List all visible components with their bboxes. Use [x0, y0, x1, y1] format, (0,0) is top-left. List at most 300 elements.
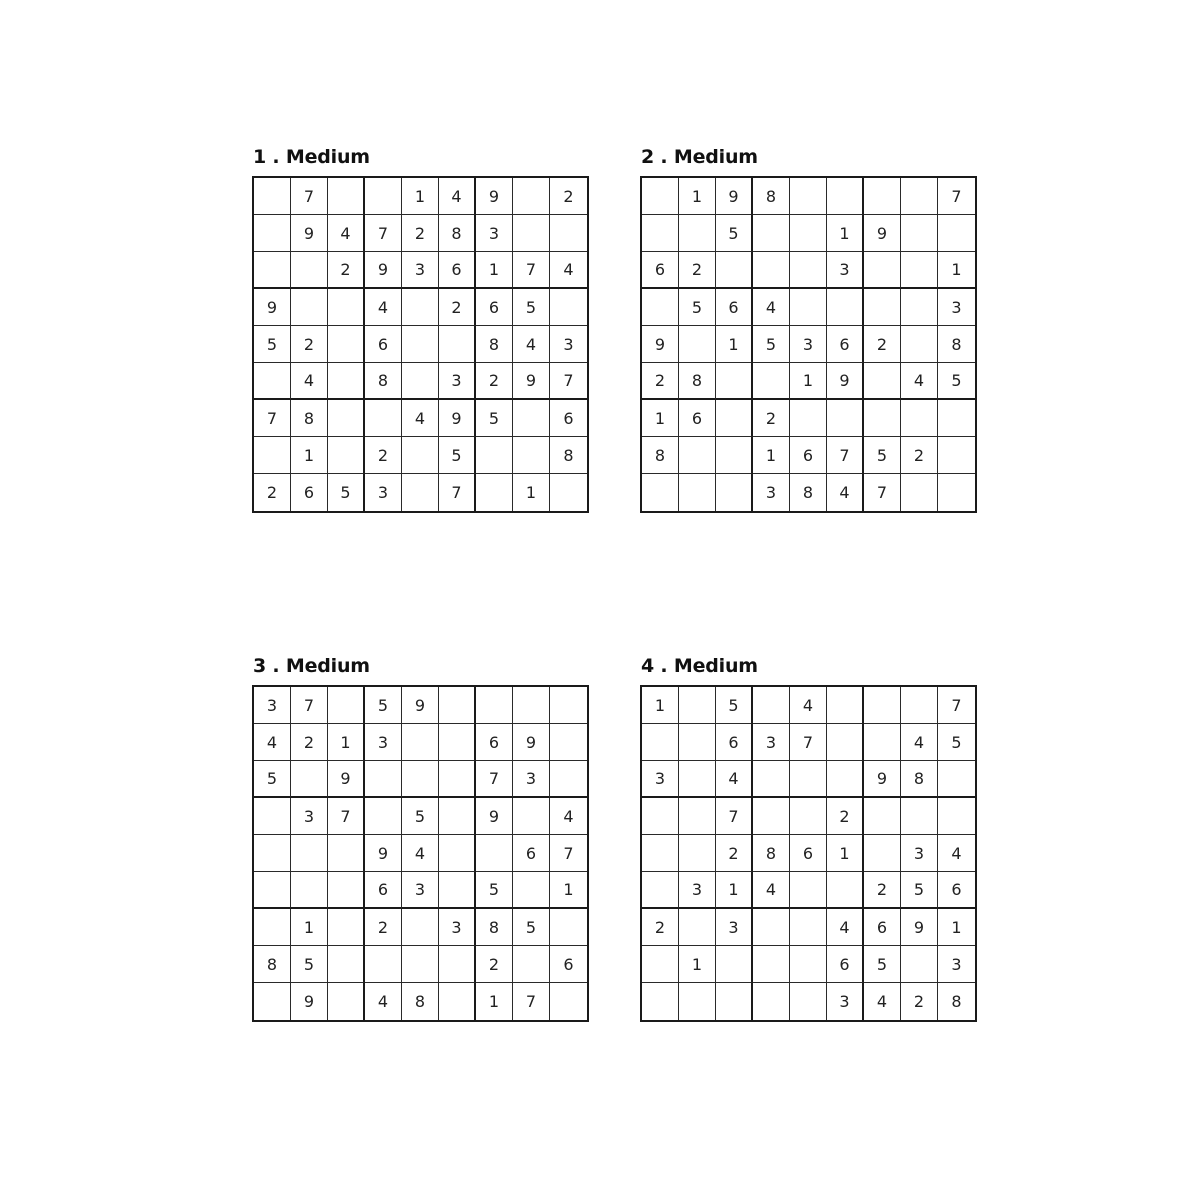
sudoku-cell[interactable]: 3 [679, 872, 716, 909]
sudoku-cell[interactable] [679, 724, 716, 761]
sudoku-cell[interactable]: 5 [716, 687, 753, 724]
sudoku-cell[interactable] [402, 474, 439, 511]
sudoku-cell[interactable] [328, 178, 365, 215]
sudoku-cell[interactable] [328, 872, 365, 909]
sudoku-cell[interactable] [291, 252, 328, 289]
sudoku-cell[interactable] [291, 761, 328, 798]
sudoku-cell[interactable]: 5 [901, 872, 938, 909]
sudoku-cell[interactable]: 7 [291, 178, 328, 215]
sudoku-cell[interactable] [402, 289, 439, 326]
sudoku-cell[interactable] [864, 687, 901, 724]
sudoku-cell[interactable] [827, 761, 864, 798]
sudoku-cell[interactable] [716, 400, 753, 437]
sudoku-cell[interactable] [864, 798, 901, 835]
sudoku-cell[interactable] [901, 178, 938, 215]
sudoku-cell[interactable]: 3 [642, 761, 679, 798]
sudoku-cell[interactable]: 3 [291, 798, 328, 835]
sudoku-cell[interactable]: 2 [642, 909, 679, 946]
sudoku-cell[interactable]: 9 [513, 363, 550, 400]
sudoku-cell[interactable] [642, 474, 679, 511]
sudoku-cell[interactable]: 9 [642, 326, 679, 363]
sudoku-cell[interactable]: 1 [679, 178, 716, 215]
sudoku-cell[interactable]: 1 [550, 872, 587, 909]
sudoku-cell[interactable] [901, 798, 938, 835]
sudoku-cell[interactable] [716, 946, 753, 983]
sudoku-cell[interactable] [679, 983, 716, 1020]
sudoku-cell[interactable] [790, 252, 827, 289]
sudoku-cell[interactable] [753, 761, 790, 798]
sudoku-cell[interactable] [679, 687, 716, 724]
sudoku-cell[interactable]: 1 [642, 400, 679, 437]
sudoku-cell[interactable]: 8 [753, 835, 790, 872]
sudoku-cell[interactable] [716, 437, 753, 474]
sudoku-cell[interactable]: 2 [365, 909, 402, 946]
sudoku-cell[interactable]: 3 [753, 724, 790, 761]
sudoku-cell[interactable] [291, 835, 328, 872]
sudoku-cell[interactable]: 5 [513, 909, 550, 946]
sudoku-cell[interactable] [642, 872, 679, 909]
sudoku-cell[interactable] [790, 178, 827, 215]
sudoku-cell[interactable]: 7 [439, 474, 476, 511]
sudoku-cell[interactable] [938, 761, 975, 798]
sudoku-cell[interactable] [790, 761, 827, 798]
sudoku-cell[interactable] [365, 946, 402, 983]
sudoku-cell[interactable] [402, 724, 439, 761]
sudoku-cell[interactable] [642, 215, 679, 252]
sudoku-cell[interactable]: 8 [550, 437, 587, 474]
sudoku-cell[interactable]: 4 [550, 798, 587, 835]
sudoku-cell[interactable] [901, 326, 938, 363]
sudoku-cell[interactable]: 5 [938, 363, 975, 400]
sudoku-cell[interactable] [938, 798, 975, 835]
sudoku-cell[interactable]: 4 [328, 215, 365, 252]
sudoku-cell[interactable]: 8 [679, 363, 716, 400]
sudoku-cell[interactable]: 4 [864, 983, 901, 1020]
sudoku-cell[interactable] [550, 983, 587, 1020]
sudoku-cell[interactable]: 1 [827, 215, 864, 252]
sudoku-cell[interactable] [679, 437, 716, 474]
sudoku-cell[interactable]: 5 [439, 437, 476, 474]
sudoku-cell[interactable] [790, 798, 827, 835]
sudoku-cell[interactable] [753, 983, 790, 1020]
sudoku-cell[interactable] [679, 909, 716, 946]
sudoku-cell[interactable]: 9 [827, 363, 864, 400]
sudoku-cell[interactable] [254, 437, 291, 474]
sudoku-cell[interactable] [753, 363, 790, 400]
sudoku-cell[interactable]: 9 [291, 215, 328, 252]
sudoku-cell[interactable]: 3 [476, 215, 513, 252]
sudoku-cell[interactable]: 4 [365, 983, 402, 1020]
sudoku-cell[interactable]: 5 [513, 289, 550, 326]
sudoku-cell[interactable]: 4 [402, 400, 439, 437]
sudoku-cell[interactable]: 2 [642, 363, 679, 400]
sudoku-cell[interactable]: 6 [938, 872, 975, 909]
sudoku-cell[interactable]: 9 [365, 835, 402, 872]
sudoku-cell[interactable]: 1 [938, 909, 975, 946]
sudoku-cell[interactable] [901, 687, 938, 724]
sudoku-cell[interactable] [716, 363, 753, 400]
sudoku-cell[interactable] [827, 872, 864, 909]
sudoku-cell[interactable] [476, 835, 513, 872]
sudoku-cell[interactable]: 4 [402, 835, 439, 872]
sudoku-cell[interactable]: 1 [476, 983, 513, 1020]
sudoku-cell[interactable]: 4 [901, 724, 938, 761]
sudoku-cell[interactable]: 7 [254, 400, 291, 437]
sudoku-cell[interactable]: 4 [513, 326, 550, 363]
sudoku-cell[interactable] [679, 474, 716, 511]
sudoku-cell[interactable] [328, 983, 365, 1020]
sudoku-cell[interactable] [716, 983, 753, 1020]
sudoku-cell[interactable]: 9 [864, 215, 901, 252]
sudoku-cell[interactable]: 2 [328, 252, 365, 289]
sudoku-cell[interactable]: 9 [864, 761, 901, 798]
sudoku-cell[interactable] [901, 252, 938, 289]
sudoku-cell[interactable] [550, 215, 587, 252]
sudoku-cell[interactable]: 3 [402, 252, 439, 289]
sudoku-cell[interactable] [328, 363, 365, 400]
sudoku-cell[interactable]: 3 [513, 761, 550, 798]
sudoku-cell[interactable]: 5 [476, 872, 513, 909]
sudoku-cell[interactable] [254, 363, 291, 400]
sudoku-cell[interactable]: 6 [291, 474, 328, 511]
sudoku-cell[interactable]: 6 [790, 835, 827, 872]
sudoku-cell[interactable]: 1 [476, 252, 513, 289]
sudoku-cell[interactable]: 8 [476, 326, 513, 363]
sudoku-cell[interactable]: 6 [550, 946, 587, 983]
sudoku-cell[interactable]: 2 [439, 289, 476, 326]
sudoku-cell[interactable]: 5 [864, 946, 901, 983]
sudoku-cell[interactable] [642, 289, 679, 326]
sudoku-cell[interactable] [679, 215, 716, 252]
sudoku-cell[interactable] [790, 872, 827, 909]
sudoku-cell[interactable]: 6 [476, 289, 513, 326]
sudoku-cell[interactable]: 6 [476, 724, 513, 761]
sudoku-cell[interactable] [513, 687, 550, 724]
sudoku-cell[interactable] [679, 835, 716, 872]
sudoku-cell[interactable]: 5 [716, 215, 753, 252]
sudoku-cell[interactable]: 7 [716, 798, 753, 835]
sudoku-cell[interactable]: 5 [476, 400, 513, 437]
sudoku-cell[interactable] [642, 178, 679, 215]
sudoku-cell[interactable]: 5 [328, 474, 365, 511]
sudoku-cell[interactable]: 2 [716, 835, 753, 872]
sudoku-cell[interactable]: 1 [513, 474, 550, 511]
sudoku-cell[interactable]: 9 [254, 289, 291, 326]
sudoku-cell[interactable] [827, 400, 864, 437]
sudoku-cell[interactable] [864, 724, 901, 761]
sudoku-cell[interactable]: 9 [476, 178, 513, 215]
sudoku-cell[interactable]: 2 [679, 252, 716, 289]
sudoku-cell[interactable] [790, 289, 827, 326]
sudoku-cell[interactable]: 7 [550, 363, 587, 400]
sudoku-cell[interactable] [254, 983, 291, 1020]
sudoku-cell[interactable] [679, 761, 716, 798]
sudoku-cell[interactable] [550, 724, 587, 761]
sudoku-cell[interactable]: 2 [864, 326, 901, 363]
sudoku-cell[interactable]: 3 [901, 835, 938, 872]
sudoku-cell[interactable]: 6 [864, 909, 901, 946]
sudoku-cell[interactable]: 4 [365, 289, 402, 326]
sudoku-cell[interactable] [328, 400, 365, 437]
sudoku-cell[interactable] [402, 946, 439, 983]
sudoku-cell[interactable] [439, 946, 476, 983]
sudoku-cell[interactable]: 6 [827, 946, 864, 983]
sudoku-cell[interactable] [513, 215, 550, 252]
sudoku-cell[interactable] [901, 400, 938, 437]
sudoku-cell[interactable] [679, 798, 716, 835]
sudoku-cell[interactable]: 4 [938, 835, 975, 872]
sudoku-cell[interactable] [642, 798, 679, 835]
sudoku-cell[interactable] [827, 289, 864, 326]
sudoku-cell[interactable]: 2 [753, 400, 790, 437]
sudoku-cell[interactable]: 6 [550, 400, 587, 437]
sudoku-cell[interactable]: 5 [938, 724, 975, 761]
sudoku-cell[interactable]: 1 [402, 178, 439, 215]
sudoku-cell[interactable]: 4 [716, 761, 753, 798]
sudoku-cell[interactable] [365, 400, 402, 437]
sudoku-cell[interactable]: 8 [790, 474, 827, 511]
sudoku-cell[interactable]: 9 [365, 252, 402, 289]
sudoku-cell[interactable] [753, 687, 790, 724]
sudoku-cell[interactable] [365, 178, 402, 215]
sudoku-cell[interactable] [716, 474, 753, 511]
sudoku-cell[interactable]: 1 [642, 687, 679, 724]
sudoku-cell[interactable] [938, 474, 975, 511]
sudoku-cell[interactable]: 3 [938, 946, 975, 983]
sudoku-cell[interactable]: 2 [402, 215, 439, 252]
sudoku-cell[interactable]: 2 [827, 798, 864, 835]
sudoku-cell[interactable]: 6 [642, 252, 679, 289]
sudoku-cell[interactable]: 2 [365, 437, 402, 474]
sudoku-cell[interactable]: 1 [328, 724, 365, 761]
sudoku-cell[interactable]: 3 [254, 687, 291, 724]
sudoku-cell[interactable] [642, 983, 679, 1020]
sudoku-cell[interactable] [550, 474, 587, 511]
sudoku-cell[interactable]: 5 [864, 437, 901, 474]
sudoku-cell[interactable]: 9 [439, 400, 476, 437]
sudoku-cell[interactable] [291, 872, 328, 909]
sudoku-cell[interactable] [550, 761, 587, 798]
sudoku-cell[interactable]: 9 [291, 983, 328, 1020]
sudoku-cell[interactable]: 8 [402, 983, 439, 1020]
sudoku-cell[interactable]: 3 [365, 724, 402, 761]
sudoku-cell[interactable]: 4 [550, 252, 587, 289]
sudoku-cell[interactable]: 7 [938, 178, 975, 215]
sudoku-cell[interactable]: 2 [550, 178, 587, 215]
sudoku-cell[interactable] [513, 400, 550, 437]
sudoku-cell[interactable]: 7 [790, 724, 827, 761]
sudoku-cell[interactable] [328, 437, 365, 474]
sudoku-cell[interactable]: 4 [753, 872, 790, 909]
sudoku-cell[interactable] [864, 289, 901, 326]
sudoku-cell[interactable] [476, 687, 513, 724]
sudoku-cell[interactable]: 7 [328, 798, 365, 835]
sudoku-cell[interactable]: 7 [938, 687, 975, 724]
sudoku-cell[interactable]: 5 [291, 946, 328, 983]
sudoku-cell[interactable] [901, 215, 938, 252]
sudoku-cell[interactable]: 4 [254, 724, 291, 761]
sudoku-cell[interactable]: 6 [513, 835, 550, 872]
sudoku-cell[interactable]: 2 [901, 983, 938, 1020]
sudoku-cell[interactable] [901, 289, 938, 326]
sudoku-cell[interactable] [864, 252, 901, 289]
sudoku-cell[interactable]: 1 [716, 872, 753, 909]
sudoku-cell[interactable] [328, 326, 365, 363]
sudoku-cell[interactable]: 4 [753, 289, 790, 326]
sudoku-cell[interactable] [402, 363, 439, 400]
sudoku-cell[interactable]: 2 [291, 724, 328, 761]
sudoku-cell[interactable] [439, 798, 476, 835]
sudoku-cell[interactable] [938, 400, 975, 437]
sudoku-cell[interactable]: 4 [827, 909, 864, 946]
sudoku-cell[interactable]: 7 [513, 983, 550, 1020]
sudoku-cell[interactable] [513, 798, 550, 835]
sudoku-cell[interactable] [513, 178, 550, 215]
sudoku-cell[interactable]: 7 [550, 835, 587, 872]
sudoku-cell[interactable]: 1 [291, 437, 328, 474]
sudoku-cell[interactable]: 8 [642, 437, 679, 474]
sudoku-cell[interactable]: 8 [951, 992, 962, 1011]
sudoku-cell[interactable] [864, 178, 901, 215]
sudoku-cell[interactable]: 7 [291, 687, 328, 724]
sudoku-cell[interactable] [679, 326, 716, 363]
sudoku-cell[interactable]: 8 [254, 946, 291, 983]
sudoku-cell[interactable] [439, 983, 476, 1020]
sudoku-cell[interactable] [513, 437, 550, 474]
sudoku-cell[interactable] [328, 289, 365, 326]
sudoku-cell[interactable]: 2 [291, 326, 328, 363]
sudoku-cell[interactable]: 8 [291, 400, 328, 437]
sudoku-cell[interactable]: 4 [790, 687, 827, 724]
sudoku-cell[interactable] [439, 724, 476, 761]
sudoku-cell[interactable]: 6 [790, 437, 827, 474]
sudoku-cell[interactable] [439, 761, 476, 798]
sudoku-cell[interactable]: 2 [476, 946, 513, 983]
sudoku-cell[interactable] [291, 289, 328, 326]
sudoku-cell[interactable]: 9 [402, 687, 439, 724]
sudoku-cell[interactable] [365, 761, 402, 798]
sudoku-cell[interactable] [753, 798, 790, 835]
sudoku-cell[interactable] [254, 178, 291, 215]
sudoku-cell[interactable]: 6 [365, 872, 402, 909]
sudoku-cell[interactable] [753, 215, 790, 252]
sudoku-cell[interactable]: 9 [901, 909, 938, 946]
sudoku-cell[interactable]: 5 [753, 326, 790, 363]
sudoku-cell[interactable]: 6 [679, 400, 716, 437]
sudoku-cell[interactable]: 3 [790, 326, 827, 363]
sudoku-cell[interactable] [513, 946, 550, 983]
sudoku-cell[interactable] [365, 798, 402, 835]
sudoku-cell[interactable] [790, 400, 827, 437]
sudoku-cell[interactable] [402, 326, 439, 363]
sudoku-cell[interactable]: 5 [254, 326, 291, 363]
sudoku-cell[interactable]: 2 [476, 363, 513, 400]
sudoku-cell[interactable]: 7 [365, 215, 402, 252]
sudoku-cell[interactable] [476, 437, 513, 474]
sudoku-cell[interactable]: 5 [679, 289, 716, 326]
sudoku-cell[interactable]: 1 [291, 909, 328, 946]
sudoku-cell[interactable] [901, 474, 938, 511]
sudoku-cell[interactable]: 1 [716, 326, 753, 363]
sudoku-cell[interactable]: 9 [716, 178, 753, 215]
sudoku-cell[interactable]: 3 [827, 983, 864, 1020]
sudoku-cell[interactable]: 8 [901, 761, 938, 798]
sudoku-cell[interactable]: 3 [439, 909, 476, 946]
sudoku-cell[interactable] [254, 909, 291, 946]
sudoku-cell[interactable]: 4 [827, 474, 864, 511]
sudoku-cell[interactable] [328, 946, 365, 983]
sudoku-cell[interactable]: 3 [365, 474, 402, 511]
sudoku-cell[interactable] [439, 872, 476, 909]
sudoku-cell[interactable]: 7 [864, 474, 901, 511]
sudoku-cell[interactable] [753, 946, 790, 983]
sudoku-cell[interactable]: 6 [827, 326, 864, 363]
sudoku-cell[interactable]: 3 [716, 909, 753, 946]
sudoku-cell[interactable] [254, 872, 291, 909]
sudoku-cell[interactable] [938, 437, 975, 474]
sudoku-cell[interactable] [254, 215, 291, 252]
sudoku-cell[interactable] [864, 400, 901, 437]
sudoku-cell[interactable] [864, 835, 901, 872]
sudoku-cell[interactable] [402, 761, 439, 798]
sudoku-cell[interactable] [642, 724, 679, 761]
sudoku-cell[interactable]: 7 [827, 437, 864, 474]
sudoku-cell[interactable]: 7 [476, 761, 513, 798]
sudoku-cell[interactable]: 3 [827, 252, 864, 289]
sudoku-cell[interactable]: 2 [901, 437, 938, 474]
sudoku-cell[interactable]: 3 [753, 474, 790, 511]
sudoku-cell[interactable] [790, 946, 827, 983]
sudoku-cell[interactable]: 7 [513, 252, 550, 289]
sudoku-cell[interactable] [827, 724, 864, 761]
sudoku-cell[interactable] [402, 437, 439, 474]
sudoku-cell[interactable]: 6 [716, 289, 753, 326]
sudoku-cell[interactable]: 2 [254, 474, 291, 511]
sudoku-cell[interactable]: 5 [365, 687, 402, 724]
sudoku-cell[interactable]: 8 [365, 363, 402, 400]
sudoku-cell[interactable]: 3 [938, 289, 975, 326]
sudoku-cell[interactable] [439, 687, 476, 724]
sudoku-cell[interactable] [827, 687, 864, 724]
sudoku-cell[interactable] [753, 909, 790, 946]
sudoku-cell[interactable]: 9 [513, 724, 550, 761]
sudoku-cell[interactable] [550, 909, 587, 946]
sudoku-cell[interactable]: 1 [938, 252, 975, 289]
sudoku-cell[interactable] [439, 835, 476, 872]
sudoku-cell[interactable]: 9 [328, 761, 365, 798]
sudoku-cell[interactable]: 8 [753, 178, 790, 215]
sudoku-cell[interactable] [790, 909, 827, 946]
sudoku-cell[interactable]: 3 [402, 872, 439, 909]
sudoku-cell[interactable] [254, 798, 291, 835]
sudoku-cell[interactable] [328, 835, 365, 872]
sudoku-cell[interactable] [827, 178, 864, 215]
sudoku-cell[interactable] [476, 474, 513, 511]
sudoku-cell[interactable]: 1 [827, 835, 864, 872]
sudoku-cell[interactable] [254, 252, 291, 289]
sudoku-cell[interactable]: 4 [439, 178, 476, 215]
sudoku-cell[interactable] [790, 215, 827, 252]
sudoku-cell[interactable] [328, 687, 365, 724]
sudoku-cell[interactable]: 9 [476, 798, 513, 835]
sudoku-cell[interactable] [550, 687, 587, 724]
sudoku-cell[interactable]: 4 [901, 363, 938, 400]
sudoku-cell[interactable] [439, 326, 476, 363]
sudoku-cell[interactable] [716, 252, 753, 289]
sudoku-cell[interactable] [402, 909, 439, 946]
sudoku-cell[interactable] [328, 909, 365, 946]
sudoku-cell[interactable] [550, 289, 587, 326]
